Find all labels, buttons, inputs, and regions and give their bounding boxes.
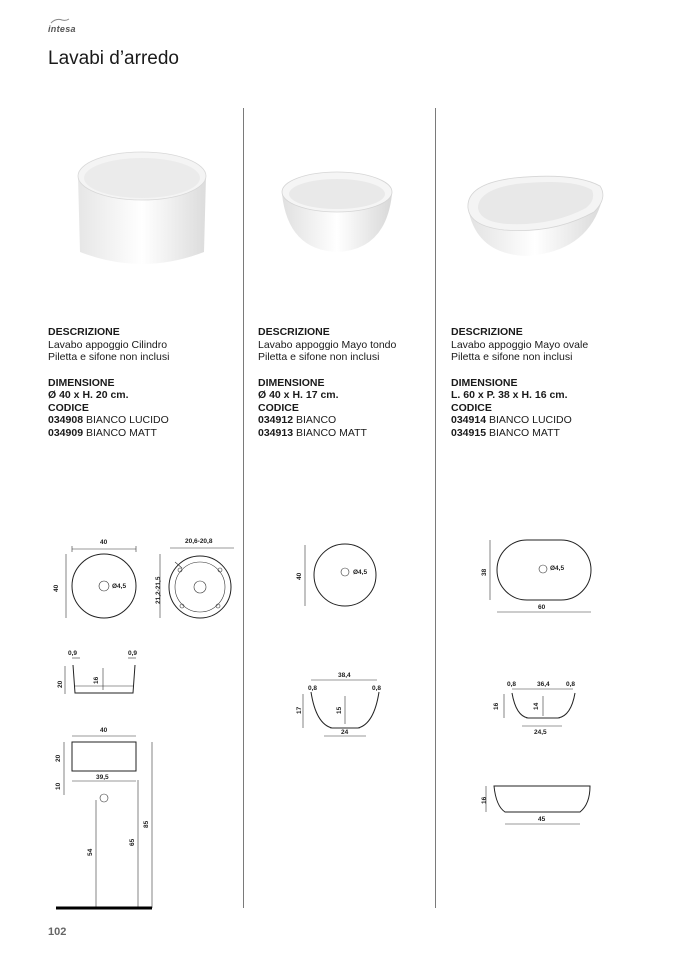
dim-label: 24: [341, 729, 349, 736]
description-heading: DESCRIZIONE: [258, 326, 330, 338]
dim-label: 21,2-21,5: [155, 576, 162, 604]
description-heading: DESCRIZIONE: [48, 326, 120, 338]
dim-label: 16: [481, 796, 488, 804]
dim-label: 16: [493, 702, 500, 710]
product-code: 034912: [258, 414, 294, 426]
product-code: 034915: [451, 426, 487, 439]
dim-label: 0,8: [507, 681, 517, 688]
dim-label: 10: [55, 782, 62, 790]
dim-label: Ø4,5: [353, 569, 368, 576]
product-code: 034913: [258, 426, 294, 439]
product-finish: BIANCO: [293, 414, 337, 426]
dim-label: 20: [55, 754, 62, 762]
product-code: 034914: [451, 414, 487, 426]
dimension-heading: DIMENSIONE: [258, 376, 325, 389]
description-line: Piletta e sifone non inclusi: [258, 351, 380, 363]
dim-label: 60: [538, 604, 546, 611]
dim-label: 0,8: [566, 681, 576, 688]
product-finish: BIANCO LUCIDO: [486, 414, 572, 426]
dim-label: Ø4,5: [550, 565, 565, 572]
dimension-value: Ø 40 x H. 17 cm.: [258, 389, 339, 401]
dim-label: Ø4,5: [112, 583, 127, 590]
description-line: Lavabo appoggio Mayo tondo: [258, 338, 397, 351]
description-line: Piletta e sifone non inclusi: [451, 351, 573, 363]
dim-label: 54: [87, 848, 94, 856]
product-finish: BIANCO MATT: [486, 426, 560, 439]
page-number: 102: [48, 926, 67, 938]
code-heading: CODICE: [451, 401, 492, 414]
dim-label: 39,5: [96, 774, 109, 781]
dimension-heading: DIMENSIONE: [451, 376, 518, 389]
dim-label: 65: [129, 838, 136, 846]
dim-label: 40: [296, 572, 303, 580]
dim-label: 20: [57, 680, 64, 688]
description-line: Lavabo appoggio Cilindro: [48, 338, 168, 351]
code-heading: CODICE: [258, 401, 299, 414]
dim-label: 0,8: [308, 685, 318, 692]
product-finish: BIANCO MATT: [83, 426, 157, 439]
dim-label: 15: [336, 706, 343, 714]
description-line: Piletta e sifone non inclusi: [48, 351, 170, 363]
dim-label: 45: [538, 816, 546, 823]
dimension-value: L. 60 x P. 38 x H. 16 cm.: [451, 389, 568, 401]
code-heading: CODICE: [48, 401, 89, 414]
product-code: 034909: [48, 426, 84, 439]
dim-label: 0,9: [128, 650, 138, 657]
dimension-value: Ø 40 x H. 20 cm.: [48, 389, 129, 401]
dim-label: 14: [533, 702, 540, 710]
dim-label: 16: [93, 676, 100, 684]
product-finish: BIANCO LUCIDO: [83, 414, 169, 426]
description-heading: DESCRIZIONE: [451, 326, 523, 338]
product-code: 034908: [48, 414, 84, 426]
dim-label: 38: [481, 568, 488, 576]
product-finish: BIANCO MATT: [293, 426, 367, 439]
dim-label: 36,4: [537, 681, 550, 688]
dim-label: 20,6-20,8: [185, 538, 213, 545]
dimension-heading: DIMENSIONE: [48, 376, 115, 389]
dim-label: 17: [296, 706, 303, 714]
dim-label: 40: [100, 539, 108, 546]
dim-label: 38,4: [338, 672, 351, 679]
brand-logo: intesa: [48, 24, 76, 34]
description-line: Lavabo appoggio Mayo ovale: [451, 338, 589, 351]
dim-label: 0,9: [68, 650, 78, 657]
dim-label: 24,5: [534, 729, 547, 736]
dim-label: 40: [53, 584, 60, 592]
dim-label: 0,8: [372, 685, 382, 692]
dim-label: 85: [143, 820, 150, 828]
page-title: Lavabi d’arredo: [48, 48, 179, 69]
dim-label: 40: [100, 727, 108, 734]
